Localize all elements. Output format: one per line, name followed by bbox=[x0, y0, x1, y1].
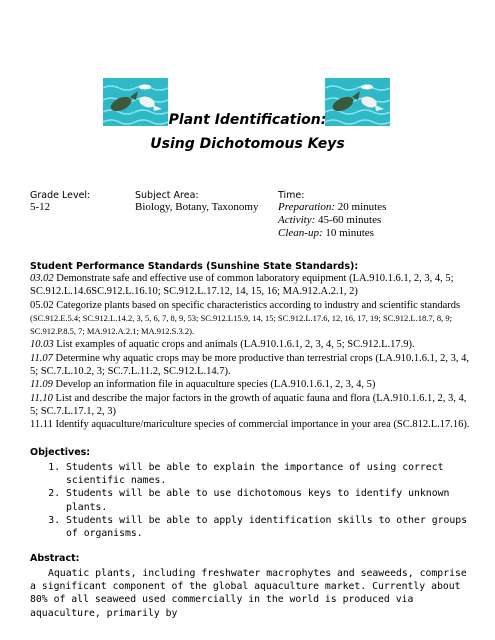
objectives-heading: Objectives: bbox=[30, 447, 91, 458]
standard-item: 11.07 Determine why aquatic crops may be more productive than terrestrial crops (LA.910.1.6.1, 2, 3, 4, 5; SC.7.L.10.2, 3; SC.7.L.11.2, SC.912.L.14.7). bbox=[30, 352, 469, 378]
objective-item: 1. Students will be able to explain the importance of using correct scientific names. bbox=[66, 461, 470, 487]
standard-item: 05.02 Categorize plants based on specific characteristics according to industry and scientific standards (SC.912.E.5.4; SC.912.L.14.2, 3, 5, 6, 7, 8, 9, 53; SC.912.L15.9, 14, 15; SC.912.L.17.6, 12, 16, 17, 19; SC.912.L.18.7, 8, 9; SC.912.P.8.5, 7; MA.912.A.2.1; MA.912.S.3.2). bbox=[30, 299, 461, 337]
objectives-list bbox=[30, 461, 470, 540]
grade-level-label: Grade Level: bbox=[30, 190, 91, 201]
objective-item: 3. Students will be able to apply identification skills to other groups of organisms. bbox=[66, 514, 470, 540]
abstract-text: Aquatic plants, including freshwater macrophytes and seaweeds, comprise a significant component of the global aquaculture market. Currently about 80% of all seaweed used commercially in the world is produced via aquaculture, primarily by bbox=[30, 568, 467, 619]
standard-item: 11.11 Identify aquaculture/mariculture species of commercial importance in your area (SC.812.L.17.16). bbox=[30, 419, 470, 431]
standard-item: 10.03 List examples of aquatic crops and animals (LA.910.1.6.1, 2, 3, 4, 5; SC.912.L.17.9). bbox=[30, 339, 415, 351]
activity-time: Activity: 45-60 minutes bbox=[278, 214, 382, 226]
subject-area-label: Subject Area: bbox=[135, 190, 199, 201]
subject-area-block bbox=[135, 190, 259, 214]
standard-item: 03.02 Demonstrate safe and effective use of common laboratory equipment (LA.910.1.6.1, 2, 3, 4, 5; SC.912.L.14.6SC.912.L.16.10; SC.912.L.17.12, 14, 15, 16; MA.912.A.2.1, 2) bbox=[30, 273, 454, 298]
prep-time: Preparation: 20 minutes bbox=[278, 201, 387, 213]
standard-item: 11.10 List and describe the major factors in the growth of aquatic fauna and flora (LA.910.1.6.1, 2, 3, 4, 5; SC.7.L.17.1, 2, 3) bbox=[30, 392, 467, 417]
standard-item: 11.09 Develop an information file in aquaculture species (LA.910.1.6.1, 2, 3, 4, 5) bbox=[30, 379, 376, 391]
title-line-1: Plant Identification: bbox=[168, 112, 327, 128]
cleanup-time: Clean-up: 10 minutes bbox=[278, 227, 374, 239]
objective-item: 2. Students will be able to use dichotomous keys to identify unknown plants. bbox=[66, 487, 470, 513]
grade-level-block bbox=[30, 190, 90, 214]
standards-list bbox=[30, 272, 470, 432]
standards-heading: Student Performance Standards (Sunshine State Standards): bbox=[30, 261, 359, 272]
grade-level-value: 5-12 bbox=[30, 201, 51, 213]
subject-area-value: Biology, Botany, Taxonomy bbox=[135, 201, 259, 213]
time-block bbox=[278, 190, 386, 240]
time-label: Time: bbox=[278, 190, 305, 201]
abstract-heading: Abstract: bbox=[30, 553, 80, 564]
title-line-2: Using Dichotomous Keys bbox=[150, 136, 345, 152]
